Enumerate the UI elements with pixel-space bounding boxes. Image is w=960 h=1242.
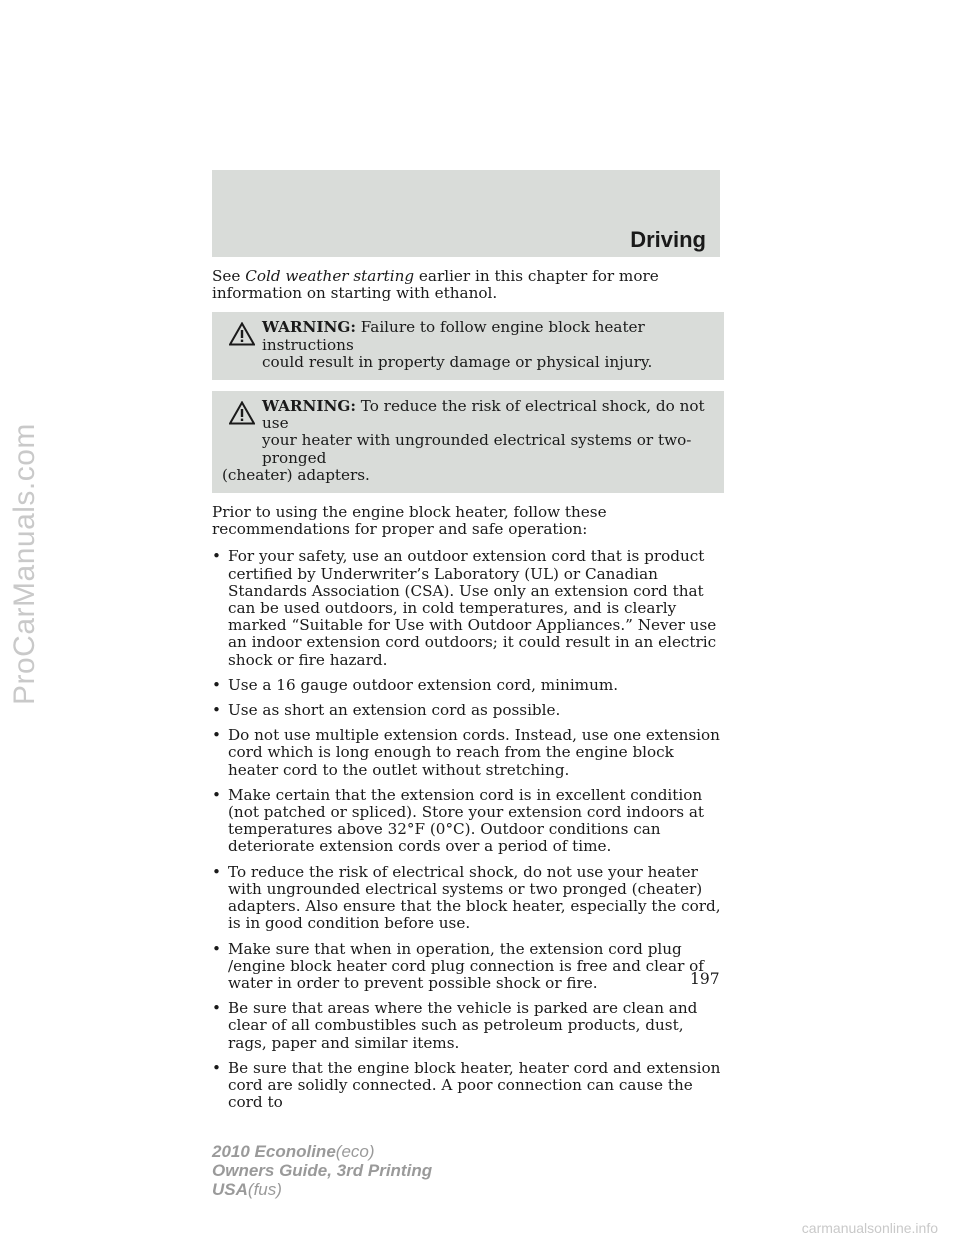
list-item — [212, 677, 724, 694]
list-item — [212, 1000, 724, 1052]
footer-guide: Owners Guide, 3rd Printing — [212, 1161, 433, 1180]
bullet-dot: • — [212, 701, 221, 720]
intro-see: See — [212, 267, 241, 285]
warning-text-line1: To reduce the risk of electrical shock, do not use — [262, 397, 705, 433]
list-item-text: To reduce the risk of electrical shock, do not use your heater with ungrounded electrical systems or two pronged (cheater) adapters. Also ensure that the block heater, especially the cord, is in good condition before use. — [228, 862, 721, 933]
recommendation-list — [212, 548, 724, 1111]
warning-box-2 — [212, 391, 724, 493]
warning-text-line2: could result in property damage or physical injury. — [262, 352, 653, 371]
footer-model: 2010 Econoline — [212, 1142, 336, 1161]
intro-rest: earlier in this chapter for more information on starting with ethanol. — [212, 267, 659, 303]
footer-market: USA — [212, 1180, 248, 1199]
lead-paragraph: Prior to using the engine block heater, follow these recommendations for proper and safe operation: — [212, 503, 607, 539]
intro-paragraph — [212, 268, 724, 302]
warning-triangle-icon — [229, 322, 255, 346]
list-item — [212, 941, 724, 993]
section-title: Driving — [630, 227, 706, 252]
warning-text-line1: Failure to follow engine block heater instructions — [262, 318, 645, 354]
list-item-text: For your safety, use an outdoor extension cord that is product certified by Underwriter’s Laboratory (UL) or Canadian Standards Association (CSA). Use only an extension cord that can be used outdoors, in cold temperatures, and is clearly marked “Suitable for Use with Outdoor Appliances.” Never use an indoor extension cord outdoors; it could result in an electric shock or fire hazard. — [228, 547, 717, 669]
bullet-dot: • — [212, 999, 221, 1018]
list-item — [212, 787, 724, 856]
footer-imprint — [212, 1142, 432, 1199]
page-number: 197 — [690, 970, 720, 988]
warning-box-1 — [212, 312, 724, 380]
footer-model-code: (eco) — [335, 1142, 375, 1161]
section-header-band — [212, 170, 720, 257]
list-item — [212, 702, 724, 719]
page-content — [212, 268, 724, 1119]
warning-text-line2: your heater with ungrounded electrical systems or two-pronged — [262, 431, 692, 467]
warning-text-line3: (cheater) adapters. — [222, 465, 370, 484]
bullet-dot: • — [212, 862, 221, 881]
bullet-dot: • — [212, 547, 221, 566]
list-item-text: Use as short an extension cord as possible. — [228, 701, 561, 720]
list-item — [212, 548, 724, 668]
warning-label: WARNING: — [262, 318, 356, 337]
bullet-dot: • — [212, 675, 221, 694]
bottom-watermark: carmanualsonline.info — [801, 1220, 938, 1236]
footer-market-code: (fus) — [247, 1180, 282, 1199]
bullet-dot: • — [212, 939, 221, 958]
bullet-dot: • — [212, 726, 221, 745]
warning-label: WARNING: — [262, 397, 356, 416]
list-item — [212, 727, 724, 779]
side-watermark: ProCarManuals.com — [8, 423, 41, 705]
list-item-text: Be sure that the engine block heater, heater cord and extension cord are solidly connected. A poor connection can cause the cord to — [228, 1058, 721, 1112]
list-item-text: Do not use multiple extension cords. Instead, use one extension cord which is long enough to reach from the engine block heater cord to the outlet without stretching. — [228, 726, 720, 779]
intro-reference: Cold weather starting — [245, 267, 415, 285]
warning-triangle-icon — [229, 401, 255, 425]
list-item — [212, 864, 724, 933]
bullet-dot: • — [212, 785, 221, 804]
list-item-text: Be sure that areas where the vehicle is parked are clean and clear of all combustibles such as petroleum products, dust, rags, paper and similar items. — [228, 999, 698, 1052]
bullet-dot: • — [212, 1058, 221, 1077]
list-item-text: Make certain that the extension cord is in excellent condition (not patched or spliced). Store your extension cord indoors at temperatures above 32°F (0°C). Outdoor conditions can deteriorate extension cords over a period of time. — [228, 785, 705, 856]
list-item — [212, 1060, 724, 1112]
list-item-text: Make sure that when in operation, the extension cord plug /engine block heater cord plug connection is free and clear of water in order to prevent possible shock or fire. — [228, 939, 704, 992]
list-item-text: Use a 16 gauge outdoor extension cord, minimum. — [228, 675, 619, 694]
